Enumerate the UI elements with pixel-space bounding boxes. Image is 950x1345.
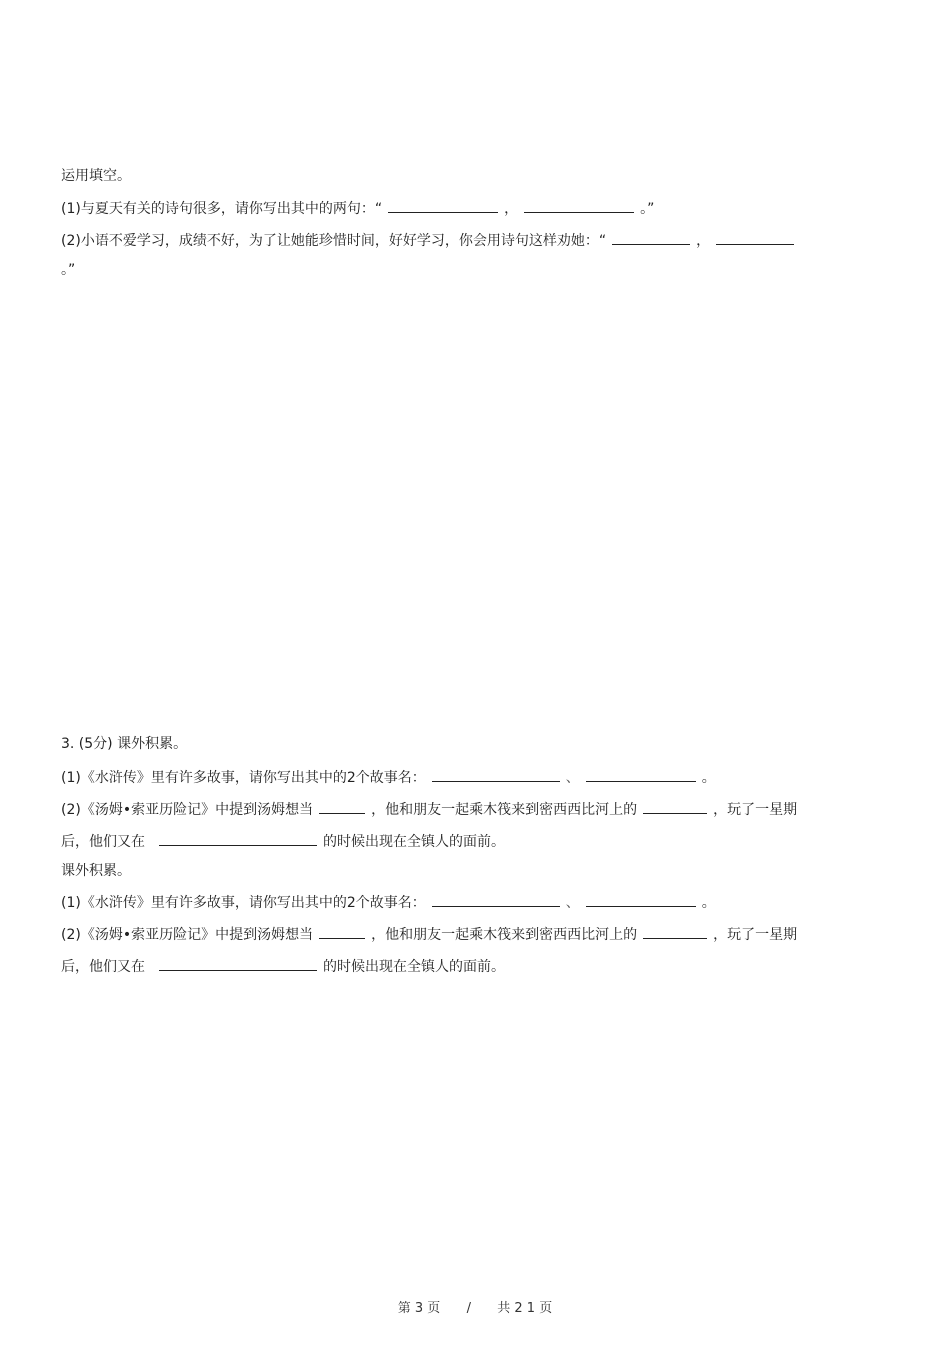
q3-repeat-item-1 <box>61 892 910 913</box>
q2-item-1 <box>61 198 910 219</box>
answer-blank[interactable] <box>388 198 498 213</box>
q3-item-2-part2: ，他和朋友一起乘木筏来到密西西比河上的 <box>371 802 638 818</box>
q3-repeat-intro-text: 课外积累。 <box>61 863 131 879</box>
q3-repeat-item-2-part3: ，玩了一星期 <box>713 927 798 943</box>
q2-item-2-end: 。” <box>61 262 76 278</box>
answer-blank[interactable] <box>432 767 560 782</box>
answer-blank[interactable] <box>319 799 365 814</box>
page-number: 第 3 页 <box>397 1301 441 1316</box>
q3-header <box>61 734 910 754</box>
q3-item-2-part4: 后，他们又在 <box>61 834 145 850</box>
q3-item-1 <box>61 767 910 788</box>
q3-repeat-item-2-part2: ，他和朋友一起乘木筏来到密西西比河上的 <box>371 927 638 943</box>
q3-repeat-intro <box>61 861 910 881</box>
answer-blank[interactable] <box>319 924 365 939</box>
q3-repeat-item-2-continued <box>61 956 910 977</box>
q3-repeat-item-1-prefix: (1)《水浒传》里有许多故事，请你写出其中的2个故事名： <box>61 895 426 911</box>
q2-item-2-sep: ， <box>696 233 711 249</box>
answer-blank[interactable] <box>159 831 317 846</box>
page-footer <box>0 1297 950 1316</box>
q3-item-1-prefix: (1)《水浒传》里有许多故事，请你写出其中的2个故事名： <box>61 770 426 786</box>
answer-blank[interactable] <box>586 767 696 782</box>
q3-repeat-item-1-end: 。 <box>701 895 716 911</box>
q3-item-2-part5: 的时候出现在全镇人的面前。 <box>323 834 505 850</box>
q3-item-2-continued <box>61 831 910 852</box>
page-total: 共 2 1 页 <box>497 1301 553 1316</box>
answer-blank[interactable] <box>586 892 696 907</box>
q2-item-2-prefix: (2)小语不爱学习，成绩不好，为了让她能珍惜时间，好好学习，你会用诗句这样劝她：“ <box>61 233 607 249</box>
page-separator: / <box>466 1301 471 1316</box>
q2-item-1-end: 。” <box>640 201 655 217</box>
q3-repeat-item-2-part1: (2)《汤姆•索亚历险记》中提到汤姆想当 <box>61 927 314 943</box>
q3-item-2-part3: ，玩了一星期 <box>713 802 798 818</box>
q3-repeat-item-2-part4: 后，他们又在 <box>61 959 145 975</box>
q3-repeat-item-2 <box>61 924 910 945</box>
q2-intro <box>61 166 910 186</box>
q2-intro-text: 运用填空。 <box>61 168 131 184</box>
q2-item-1-sep: ， <box>504 201 519 217</box>
q2-item-2 <box>61 230 910 251</box>
q2-item-2-continued <box>61 260 910 280</box>
answer-blank[interactable] <box>159 956 317 971</box>
q3-repeat-item-2-part5: 的时候出现在全镇人的面前。 <box>323 959 505 975</box>
answer-blank[interactable] <box>432 892 560 907</box>
answer-blank[interactable] <box>643 799 707 814</box>
q2-item-1-prefix: (1)与夏天有关的诗句很多，请你写出其中的两句：“ <box>61 201 383 217</box>
answer-blank[interactable] <box>716 230 794 245</box>
answer-blank[interactable] <box>643 924 707 939</box>
answer-blank[interactable] <box>612 230 690 245</box>
q3-header-text: 3. (5分) 课外积累。 <box>61 736 188 752</box>
answer-blank[interactable] <box>524 198 634 213</box>
q3-item-2-part1: (2)《汤姆•索亚历险记》中提到汤姆想当 <box>61 802 314 818</box>
q3-item-1-end: 。 <box>701 770 716 786</box>
q3-item-1-sep: 、 <box>565 770 580 786</box>
q3-repeat-item-1-sep: 、 <box>565 895 580 911</box>
q3-item-2 <box>61 799 910 820</box>
